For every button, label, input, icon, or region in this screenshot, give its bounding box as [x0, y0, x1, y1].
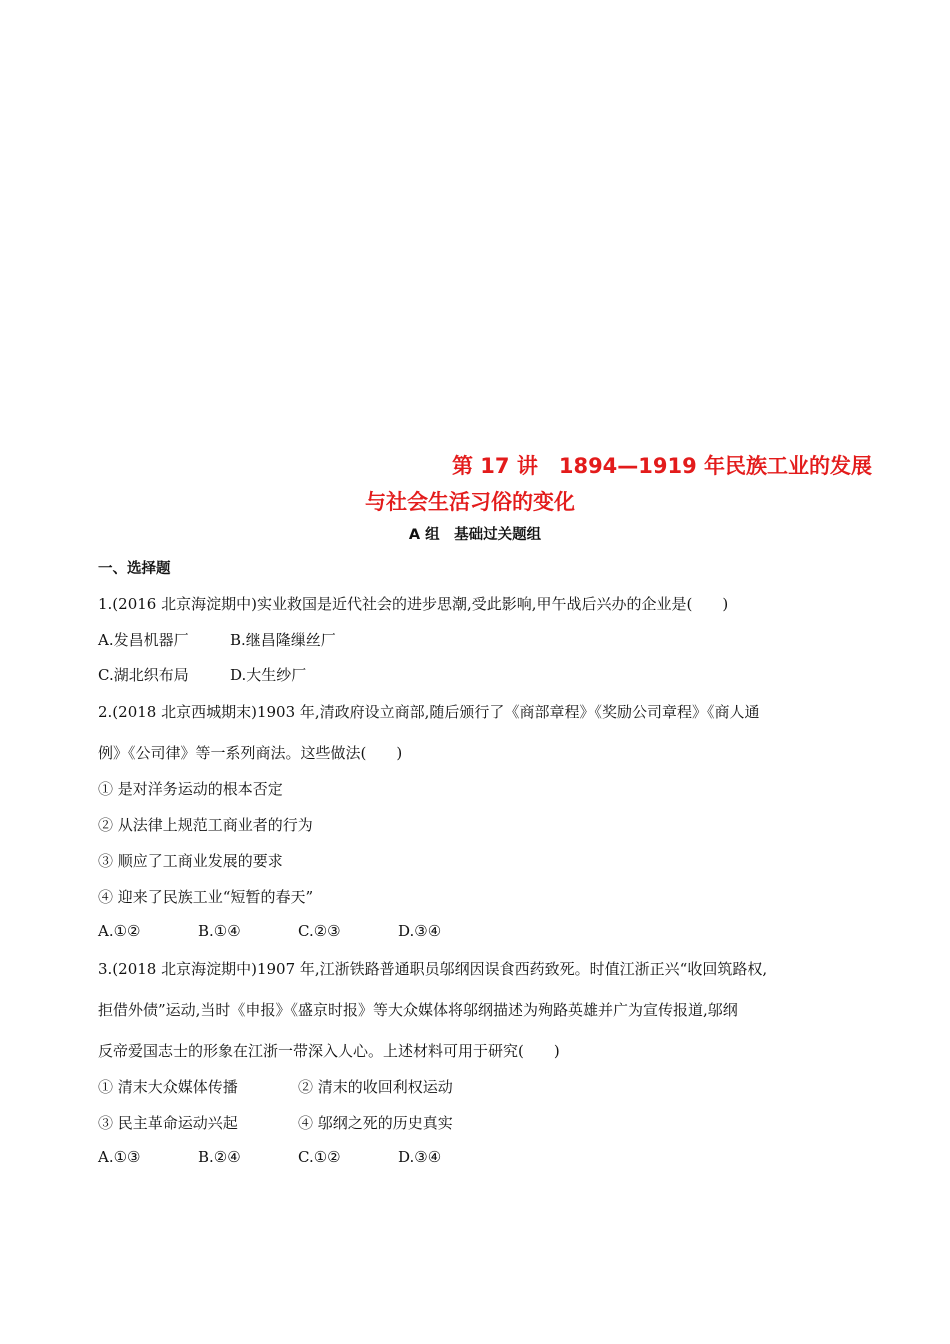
q1-options-row2 — [98, 664, 306, 685]
q2-stem-line2: 例》《公司律》等一系列商法。这些做法( ) — [98, 744, 403, 762]
q3-stem-line2: 拒借外债”运动,当时《申报》《盛京时报》等大众媒体将邬纲描述为殉路英雄并广为宣传报道,邬纲 — [98, 1001, 738, 1019]
q2-statement-1: ① 是对洋务运动的根本否定 — [98, 780, 283, 798]
q3-statement-2: ② 清末的收回利权运动 — [298, 1078, 453, 1096]
q3-option-a: A.①③ — [98, 1148, 141, 1166]
q3-statement-3: ③ 民主革命运动兴起 — [98, 1114, 238, 1132]
q3-options — [98, 1148, 441, 1166]
q3-option-b: B.②④ — [198, 1148, 241, 1166]
q2-option-a: A.①② — [98, 922, 141, 940]
q1-options-row1 — [98, 629, 336, 650]
q2-option-d: D.③④ — [398, 922, 442, 940]
q2-option-c: C.②③ — [298, 922, 341, 940]
q1-option-d: D.大生纱厂 — [230, 666, 307, 684]
q1-option-b: B.继昌隆缫丝厂 — [230, 631, 336, 649]
q3-option-c: C.①② — [298, 1148, 341, 1166]
q1-option-a: A.发昌机器厂 — [98, 631, 189, 649]
q1-stem: 1.(2016 北京海淀期中)实业救国是近代社会的进步思潮,受此影响,甲午战后兴办的企业是( ) — [98, 595, 729, 613]
q2-stem-line1: 2.(2018 北京西城期末)1903 年,清政府设立商部,随后颁行了《商部章程》《奖励公司章程》《商人通 — [98, 703, 760, 721]
group-heading: A 组 基础过关题组 — [408, 527, 542, 543]
q3-statement-1: ① 清末大众媒体传播 — [98, 1078, 238, 1096]
q3-statement-4: ④ 邬纲之死的历史真实 — [298, 1114, 453, 1132]
q3-stem-line1: 3.(2018 北京海淀期中)1907 年,江浙铁路普通职员邬纲因误食西药致死。时值江浙正兴“收回筑路权, — [98, 960, 768, 978]
q2-options — [98, 922, 441, 940]
q2-statement-3: ③ 顺应了工商业发展的要求 — [98, 852, 283, 870]
q3-statements-row2 — [98, 1112, 453, 1133]
q3-stem-line3: 反帝爱国志士的形象在江浙一带深入人心。上述材料可用于研究( ) — [98, 1042, 560, 1060]
q3-statements-row1 — [98, 1076, 453, 1097]
lesson-title-line1: 第 17 讲 1894—1919 年民族工业的发展 — [452, 454, 873, 478]
q1-option-c: C.湖北织布局 — [98, 666, 189, 684]
section-heading: 一、选择题 — [98, 561, 171, 577]
q3-option-d: D.③④ — [398, 1148, 442, 1166]
q2-option-b: B.①④ — [198, 922, 241, 940]
q2-statement-2: ② 从法律上规范工商业者的行为 — [98, 816, 313, 834]
lesson-title-line2: 与社会生活习俗的变化 — [365, 490, 575, 514]
q2-statement-4: ④ 迎来了民族工业“短暂的春天” — [98, 888, 314, 906]
